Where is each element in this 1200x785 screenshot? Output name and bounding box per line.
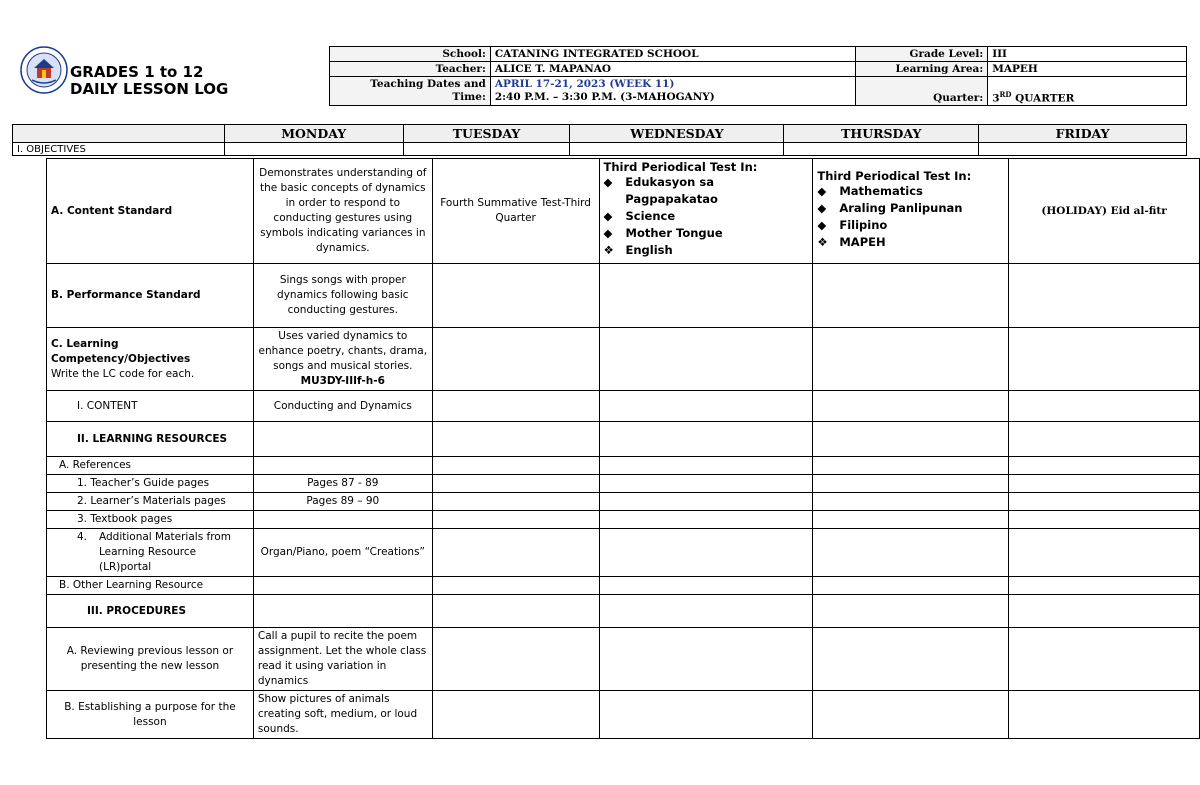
grade-value: III xyxy=(988,47,1187,62)
dates-line2: 2:40 P.M. – 3:30 P.M. (3-MAHOGANY) xyxy=(494,91,715,103)
diamond-bullet-icon: ◆ xyxy=(817,218,827,232)
diamond-bullet-icon: ◆ xyxy=(817,184,827,198)
dates-label xyxy=(330,77,491,106)
diamond-bullet-icon: ◆ xyxy=(603,226,613,240)
day-monday: MONDAY xyxy=(224,125,403,143)
objectives-heading: I. OBJECTIVES xyxy=(13,143,225,156)
school-label: School: xyxy=(330,47,491,62)
dates-value xyxy=(490,77,856,106)
content-standard-fri: (HOLIDAY) Eid al-fitr xyxy=(1009,159,1200,264)
competency-label: C. Learning Competency/Objectives xyxy=(51,337,191,365)
day-thursday: THURSDAY xyxy=(784,125,979,143)
content-label: I. CONTENT xyxy=(47,391,254,422)
teacher-label: Teacher: xyxy=(330,62,491,77)
info-table xyxy=(329,46,1187,106)
list-item: ◆ Science xyxy=(603,209,676,223)
content-standard-mon: Demonstrates understanding of the basic concepts of dynamics in order to respond to conducting gestures using symbols indicating variances in dynamics. xyxy=(253,159,432,264)
diamond-bullet-icon: ◆ xyxy=(817,201,827,215)
performance-standard-mon: Sings songs with proper dynamics following basic conducting gestures. xyxy=(253,264,432,328)
thu-test-title: Third Periodical Test In: xyxy=(817,169,972,183)
reviewing-mon: Call a pupil to recite the poem assignment. Let the whole class read it using variation in dynamics xyxy=(253,628,432,691)
diamond-bullet-icon: ◆ xyxy=(603,175,613,189)
list-item: ◆ Filipino xyxy=(817,218,888,232)
table-row xyxy=(47,529,1200,577)
tg-label: 1. Teacher’s Guide pages xyxy=(47,475,254,493)
quarter-label: Quarter: xyxy=(856,77,988,106)
dates-label-line2: Time: xyxy=(452,91,486,103)
lesson-grid xyxy=(46,158,1200,739)
grade-label: Grade Level: xyxy=(856,47,988,62)
table-row xyxy=(47,511,1200,529)
wed-test-list xyxy=(604,174,809,259)
list-item: ◆ Mother Tongue xyxy=(603,226,723,240)
dates-label-line1: Teaching Dates and xyxy=(370,78,486,90)
table-row xyxy=(47,577,1200,595)
lm-mon: Pages 89 – 90 xyxy=(253,493,432,511)
references-label: A. References xyxy=(47,457,254,475)
day-friday: FRIDAY xyxy=(979,125,1187,143)
purpose-mon: Show pictures of animals creating soft, medium, or loud sounds. xyxy=(253,691,432,739)
other-label: B. Other Learning Resource xyxy=(47,577,254,595)
content-mon: Conducting and Dynamics xyxy=(253,391,432,422)
wed-test-title: Third Periodical Test In: xyxy=(603,160,758,174)
quarter-number: 3 xyxy=(992,92,1000,104)
table-row xyxy=(47,422,1200,457)
performance-standard-label: B. Performance Standard xyxy=(47,264,254,328)
days-header-table xyxy=(12,124,1187,156)
reviewing-label: A. Reviewing previous lesson or presenting the new lesson xyxy=(47,628,254,691)
table-row xyxy=(47,457,1200,475)
table-row xyxy=(47,475,1200,493)
dll-title xyxy=(70,64,228,98)
additional-num: 4. xyxy=(77,531,88,543)
list-item: ◆ Mathematics xyxy=(817,184,923,198)
additional-label-cell xyxy=(47,529,254,577)
content-standard-label: A. Content Standard xyxy=(47,159,254,264)
four-diamond-bullet-icon: ❖ xyxy=(603,243,614,257)
school-value: CATANING INTEGRATED SCHOOL xyxy=(490,47,856,62)
quarter-sup: RD xyxy=(999,89,1012,99)
lm-label: 2. Learner’s Materials pages xyxy=(47,493,254,511)
table-row xyxy=(47,264,1200,328)
title-line-1: GRADES 1 to 12 xyxy=(70,63,204,81)
competency-mon: Uses varied dynamics to enhance poetry, chants, drama, songs and musical stories. xyxy=(258,330,428,372)
thu-test-list xyxy=(817,183,1004,251)
competency-code: MU3DY-IIIf-h-6 xyxy=(300,375,385,387)
quarter-text: QUARTER xyxy=(1011,92,1075,104)
tg-mon: Pages 87 - 89 xyxy=(253,475,432,493)
table-row xyxy=(47,691,1200,739)
diamond-bullet-icon: ◆ xyxy=(603,209,613,223)
table-row xyxy=(47,628,1200,691)
table-row xyxy=(47,391,1200,422)
competency-mon-cell xyxy=(253,328,432,391)
learning-resources-label: II. LEARNING RESOURCES xyxy=(47,422,254,457)
day-wednesday: WEDNESDAY xyxy=(570,125,784,143)
list-item: ◆ Araling Panlipunan xyxy=(817,201,963,215)
area-label: Learning Area: xyxy=(856,62,988,77)
table-row xyxy=(47,493,1200,511)
table-row xyxy=(47,159,1200,264)
additional-label: Additional Materials from Learning Resource (LR)portal xyxy=(99,531,231,573)
blank-header-cell xyxy=(13,125,225,143)
competency-label-2: Write the LC code for each. xyxy=(51,367,195,380)
competency-label-cell xyxy=(47,328,254,391)
four-diamond-bullet-icon: ❖ xyxy=(817,235,828,249)
content-standard-wed xyxy=(599,159,813,264)
tb-label: 3. Textbook pages xyxy=(47,511,254,529)
content-standard-tue: Fourth Summative Test-Third Quarter xyxy=(432,159,599,264)
table-row xyxy=(47,328,1200,391)
procedures-label: III. PROCEDURES xyxy=(47,595,254,628)
title-line-2: DAILY LESSON LOG xyxy=(70,80,229,98)
additional-mon: Organ/Piano, poem “Creations” xyxy=(253,529,432,577)
table-row xyxy=(47,595,1200,628)
list-item: ◆ Edukasyon sa Pagpapakatao xyxy=(603,175,718,206)
deped-seal-logo xyxy=(20,46,68,94)
dates-line1: APRIL 17-21, 2023 (WEEK 11) xyxy=(494,78,675,90)
list-item: ❖ MAPEH xyxy=(817,235,886,249)
teacher-value: ALICE T. MAPANAO xyxy=(490,62,856,77)
purpose-label: B. Establishing a purpose for the lesson xyxy=(47,691,254,739)
list-item: ❖ English xyxy=(603,243,673,257)
area-value: MAPEH xyxy=(988,62,1187,77)
content-standard-thu xyxy=(813,159,1009,264)
quarter-value xyxy=(988,77,1187,106)
day-tuesday: TUESDAY xyxy=(403,125,570,143)
